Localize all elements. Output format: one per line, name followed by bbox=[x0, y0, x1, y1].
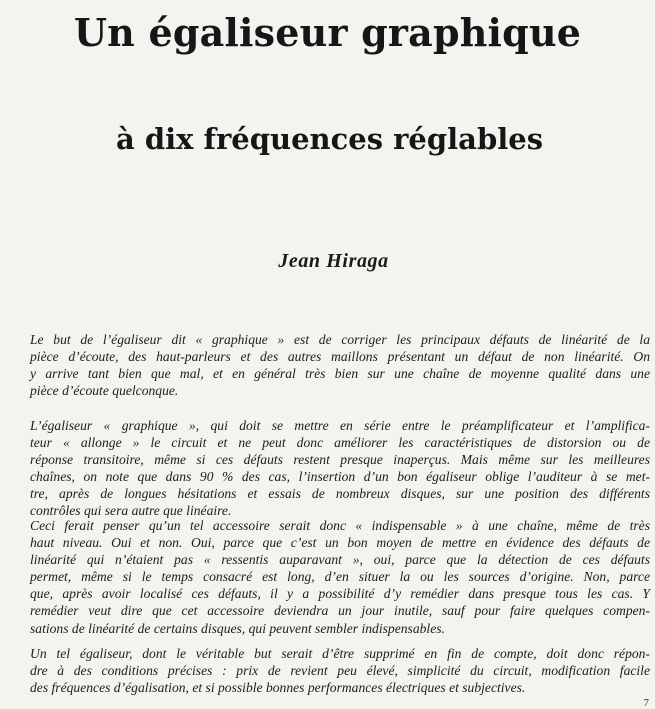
text-line: teur « allonge » le circuit et ne peut donc améliorer les caractéristiques de distorsion ou de bbox=[30, 435, 650, 451]
text-line: que, après avoir localisé ces défauts, il y a possibilité d’y remédier dans presque tous les cas. Y bbox=[30, 586, 650, 602]
page-number: 7 bbox=[643, 697, 649, 709]
paragraph-1 bbox=[30, 331, 650, 399]
text-line: pièce d’écoute quelconque. bbox=[30, 383, 179, 399]
text-line: haut niveau. Oui et non. Oui, parce que c’est un bon moyen de mettre en évidence des défauts de bbox=[30, 535, 650, 551]
text-line: dre à des conditions précises : prix de revient peu élevé, simplicité du circuit, modification facile bbox=[30, 663, 650, 679]
text-line: remédier veut dire que cet accessoire deviendra un jour inutile, sauf pour faire quelques compen- bbox=[30, 603, 650, 619]
text-line: sations de linéarité de certains disques, qui peuvent sembler indispensables. bbox=[30, 620, 445, 636]
text-line: tre, après de longues hésitations et essais de nombreux disques, sur une position des différents bbox=[30, 486, 650, 502]
text-line: linéarité qui n’étaient pas « ressentis auparavant », oui, parce que la détection de ces défauts bbox=[30, 552, 650, 568]
text-line: Un tel égaliseur, dont le véritable but serait d’être supprimé en fin de compte, doit donc répon- bbox=[30, 646, 650, 661]
title-line-2: à dix fréquences réglables bbox=[115, 122, 544, 156]
paragraph-4 bbox=[30, 645, 650, 696]
text-line: y arrive tant bien que mal, et en général très bien sur une chaîne de moyenne qualité dans une bbox=[30, 366, 650, 382]
text-line: Ceci ferait penser qu’un tel accessoire serait donc « indispensable » à une chaîne, même de très bbox=[30, 518, 650, 533]
author-name: Jean Hiraga bbox=[278, 250, 389, 272]
text-line: chaînes, on note que dans 90 % des cas, l’insertion d’un bon égaliseur oblige l’auditeur à se met- bbox=[30, 469, 650, 485]
text-line: Le but de l’égaliseur dit « graphique » est de corriger les principaux défauts de linéarité de la bbox=[30, 332, 650, 347]
text-line: réponse transitoire, même si ces défauts restent presque inaperçus. Mais même sur les meilleures bbox=[30, 452, 650, 468]
text-line: contrôles qui sera autre que linéaire. bbox=[30, 503, 232, 519]
paragraph-2 bbox=[30, 417, 650, 520]
title-line-1: Un égaliseur graphique bbox=[73, 10, 582, 55]
text-line: L’égaliseur « graphique », qui doit se mettre en série entre le préamplificateur et l’amplifica- bbox=[30, 418, 650, 433]
paragraph-3 bbox=[30, 517, 650, 637]
text-line: pièce d’écoute, des haut-parleurs et des autres maillons présentant un défaut de non linéarité. On bbox=[30, 349, 650, 365]
text-line: des fréquences d’égalisation, et si possible bonnes performances électriques et subjectives. bbox=[30, 680, 526, 696]
text-line: permet, même si le temps consacré est long, d’en situer la ou les sources d’origine. Non, parce bbox=[30, 569, 650, 585]
